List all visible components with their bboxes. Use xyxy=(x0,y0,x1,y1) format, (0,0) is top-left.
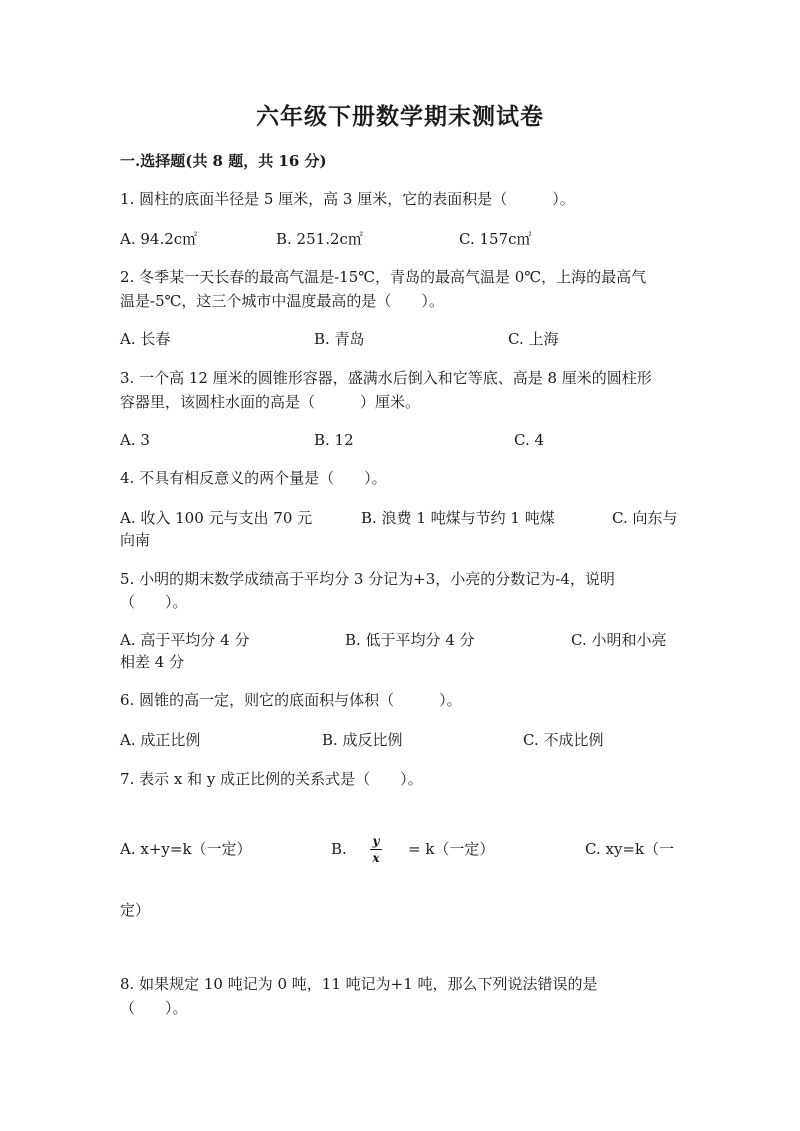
question-1-option-b: B. 251.2c㎡ xyxy=(276,230,363,248)
question-2-option-c: C. 上海 xyxy=(508,330,559,348)
question-2-stem-line-1: 2. 冬季某一天长春的最高气温是-15℃，青岛的最高气温是 0℃，上海的最高气 xyxy=(120,268,647,286)
question-6-option-c: C. 不成比例 xyxy=(523,731,604,749)
question-4-stem: 4. 不具有相反意义的两个量是（ ）。 xyxy=(120,469,387,487)
question-1-option-a: A. 94.2c㎡ xyxy=(120,230,198,248)
question-1-stem: 1. 圆柱的底面半径是 5 厘米，高 3 厘米，它的表面积是（ ）。 xyxy=(120,190,575,208)
question-3-option-a: A. 3 xyxy=(120,431,150,449)
question-7-stem: 7. 表示 x 和 y 成正比例的关系式是（ ）。 xyxy=(120,770,423,788)
page-title: 六年级下册数学期末测试卷 xyxy=(256,103,544,130)
fraction-denominator: x xyxy=(372,851,380,865)
question-7-option-a: A. x+y=k（一定） xyxy=(120,840,252,858)
section-header: 一.选择题(共 8 题，共 16 分) xyxy=(120,152,327,170)
question-3-option-b: B. 12 xyxy=(314,431,354,449)
question-6-stem: 6. 圆锥的高一定，则它的底面积与体积（ ）。 xyxy=(120,691,462,709)
question-2-stem-line-2: 温是-5℃，这三个城市中温度最高的是（ ）。 xyxy=(120,292,444,310)
question-3-option-c: C. 4 xyxy=(514,431,545,449)
question-5-stem-line-1: 5. 小明的期末数学成绩高于平均分 3 分记为+3，小亮的分数记为-4，说明 xyxy=(120,570,615,588)
question-3-stem-line-2: 容器里，该圆柱水面的高是（ ）厘米。 xyxy=(120,393,421,411)
question-4-option-c: C. 向东与 xyxy=(612,509,678,527)
question-6-option-a: A. 成正比例 xyxy=(120,731,201,749)
question-8-stem-line-2: （ ）。 xyxy=(120,999,188,1017)
question-7-option-b-label: B. xyxy=(331,840,347,858)
question-4-option-c-continued: 向南 xyxy=(120,531,151,549)
fraction-bar xyxy=(370,849,382,850)
question-7-fraction xyxy=(370,834,382,865)
question-5-option-c: C. 小明和小亮 xyxy=(571,631,667,649)
question-7-option-b-rest: = k（一定） xyxy=(408,840,495,858)
question-2-option-b: B. 青岛 xyxy=(314,330,365,348)
question-3-stem-line-1: 3. 一个高 12 厘米的圆锥形容器，盛满水后倒入和它等底、高是 8 厘米的圆柱形 xyxy=(120,369,652,387)
question-6-option-b: B. 成反比例 xyxy=(322,731,403,749)
question-5-option-b: B. 低于平均分 4 分 xyxy=(345,631,475,649)
question-5-option-a: A. 高于平均分 4 分 xyxy=(120,631,250,649)
question-4-option-a: A. 收入 100 元与支出 70 元 xyxy=(120,509,313,527)
question-5-stem-line-2: （ ）。 xyxy=(120,593,188,611)
question-7-option-c: C. xy=k（一 xyxy=(585,840,675,858)
question-7-option-c-continued: 定） xyxy=(120,901,151,919)
question-1-option-c: C. 157c㎡ xyxy=(459,230,532,248)
fraction-numerator: y xyxy=(372,834,380,848)
question-4-option-b: B. 浪费 1 吨煤与节约 1 吨煤 xyxy=(361,509,555,527)
question-2-option-a: A. 长春 xyxy=(120,330,171,348)
question-8-stem-line-1: 8. 如果规定 10 吨记为 0 吨，11 吨记为+1 吨，那么下列说法错误的是 xyxy=(120,975,598,993)
question-5-option-c-continued: 相差 4 分 xyxy=(120,653,185,671)
